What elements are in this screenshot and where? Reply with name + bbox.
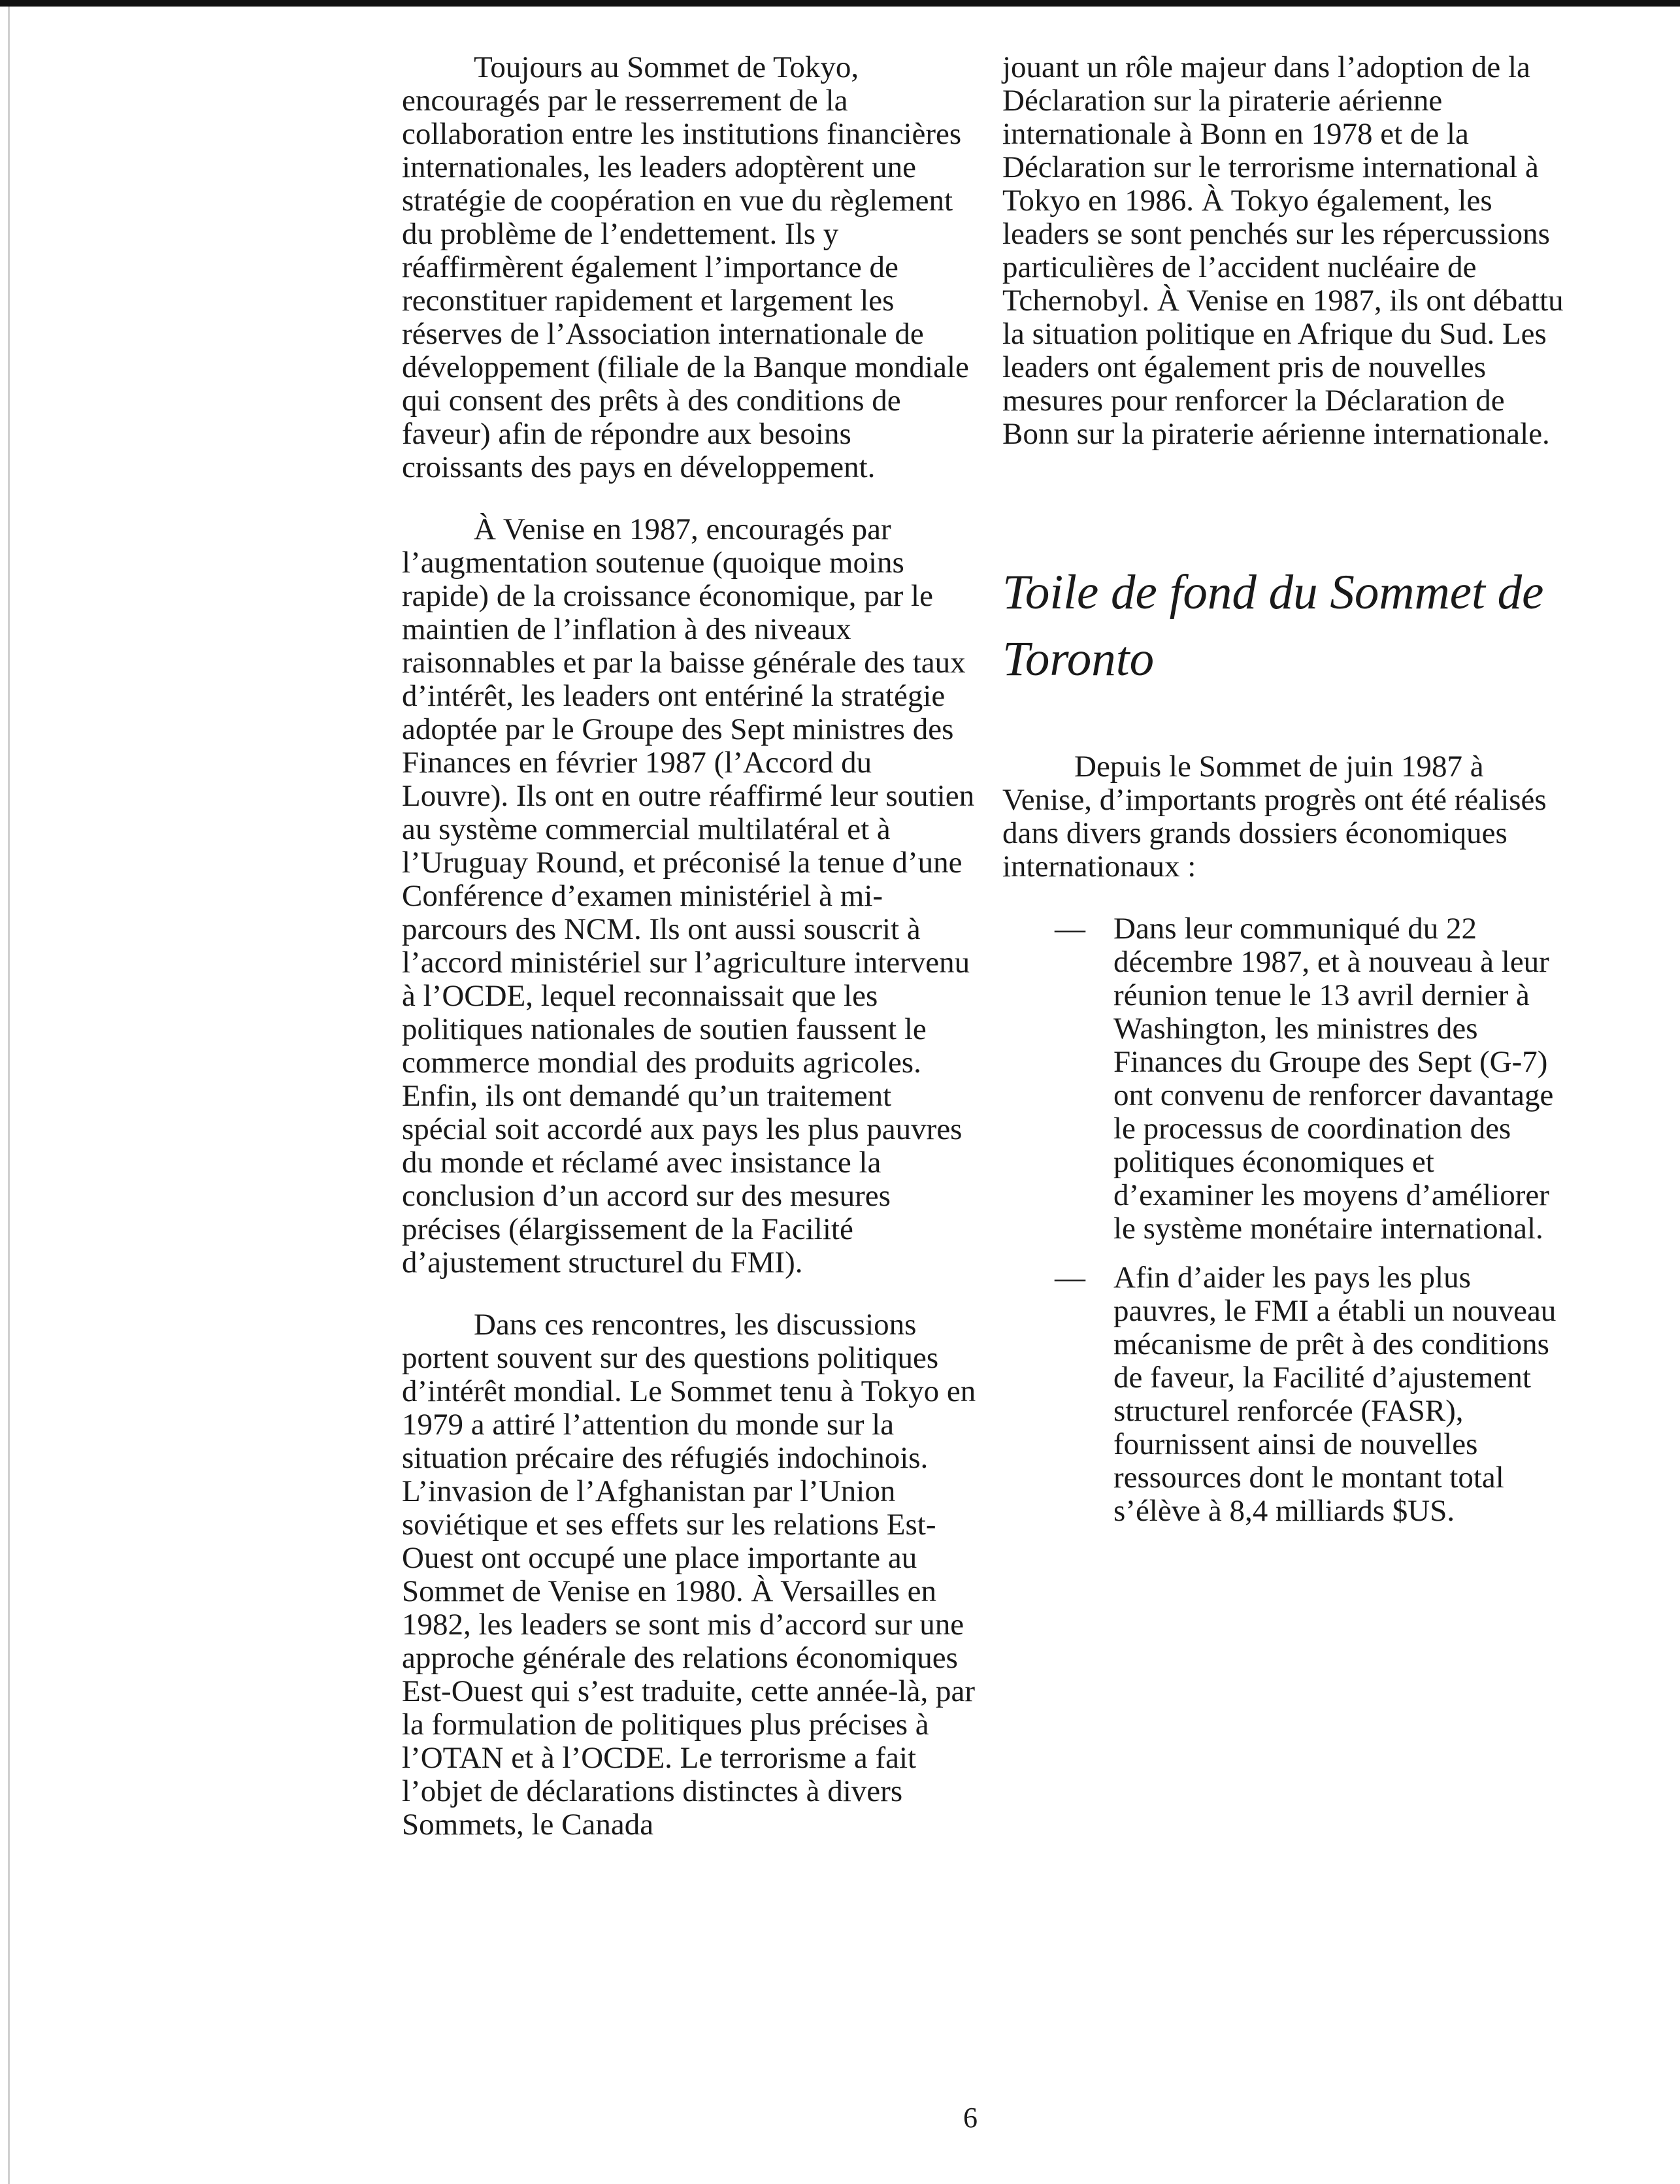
page-number: 6 <box>963 2102 978 2134</box>
paragraph-political-questions: Dans ces rencontres, les discussions portent souvent sur des questions politiques d’intérêt mondial. Le Sommet tenu à Tokyo en 1979 a attiré l’attention du monde sur la situation précaire des réfugiés indochinois. L’invasion de l’Afghanistan par l’Union soviétique et ses effets sur les relations Est-Ouest ont occupé une place importante au Sommet de Venise en 1980. À Versailles en 1982, les leaders se sont mis d’accord sur une approche générale des relations économiques Est-Ouest qui s’est traduite, cette année-là, par la formulation de politiques plus précises à l’OTAN et à l’OCDE. Le terrorisme a fait l’objet de déclarations distinctes à divers Sommets, le Canada <box>402 1308 976 1842</box>
list-item <box>1002 1261 1564 1528</box>
page-left-edge <box>8 7 10 2184</box>
paragraph-continuation: jouant un rôle majeur dans l’adoption de la Déclaration sur la piraterie aérienne internationale à Bonn en 1978 et de la Déclaration sur le terrorisme international à Tokyo en 1986. À Tokyo également, les leaders se sont penchés sur les répercussions particulières de l’accident nucléaire de Tchernobyl. À Venise en 1987, ils ont débattu la situation politique en Afrique du Sud. Les leaders ont également pris de nouvelles mesures pour renforcer la Déclaration de Bonn sur la piraterie aérienne internationale. <box>1002 50 1564 451</box>
dash-marker: — <box>1055 1261 1085 1295</box>
dash-marker: — <box>1055 912 1085 946</box>
list-item-text: Dans leur communiqué du 22 décembre 1987, et à nouveau à leur réunion tenue le 13 avril dernier à Washington, les ministres des Finances du Groupe des Sept (G-7) ont convenu de renforcer davantage le processus de coordination des politiques économiques et d’examiner les moyens d’améliorer le système monétaire international. <box>1113 912 1554 1246</box>
left-column <box>402 51 977 1870</box>
page-top-border <box>0 0 1680 7</box>
progress-list <box>1002 912 1564 1528</box>
paragraph-tokyo-summit: Toujours au Sommet de Tokyo, encouragés par le resserrement de la collaboration entre les institutions financières internationales, les leaders adoptèrent une stratégie de coopération en vue du règlement du problème de l’endettement. Ils y réaffirmèrent également l’importance de reconstituer rapidement et largement les réserves de l’Association internationale de développement (filiale de la Banque mondiale qui consent des prêts à des conditions de faveur) afin de répondre aux besoins croissants des pays en développement. <box>402 50 969 484</box>
right-column <box>1002 51 1564 1544</box>
paragraph-venice-1987: À Venise en 1987, encouragés par l’augmentation soutenue (quoique moins rapide) de la croissance économique, par le maintien de l’inflation à des niveaux raisonnables et par la baisse générale des taux d’intérêt, les leaders ont entériné la stratégie adoptée par le Groupe des Sept ministres des Finances en février 1987 (l’Accord du Louvre). Ils ont en outre réaffirmé leur soutien au système commercial multilatéral et à l’Uruguay Round, et préconisé la tenue d’une Conférence d’examen ministériel à mi-parcours des NCM. Ils ont aussi souscrit à l’accord ministériel sur l’agriculture intervenu à l’OCDE, lequel reconnaissait que les politiques nationales de soutien faussent le commerce mondial des produits agricoles. Enfin, ils ont demandé qu’un traitement spécial soit accordé aux pays les plus pauvres du monde et réclamé avec insistance la conclusion d’un accord sur des mesures précises (élargissement de la Facilité d’ajustement structurel du FMI). <box>402 512 975 1280</box>
list-item <box>1002 912 1564 1246</box>
list-item-text: Afin d’aider les pays les plus pauvres, le FMI a établi un nouveau mécanisme de prêt à des conditions de faveur, la Facilité d’ajustement structurel renforcée (FASR), fournissent ainsi de nouvelles ressources dont le montant total s’élève à 8,4 milliards $US. <box>1113 1261 1556 1528</box>
paragraph-intro: Depuis le Sommet de juin 1987 à Venise, d’importants progrès ont été réalisés dans divers grands dossiers économiques internationaux : <box>1002 750 1547 884</box>
section-heading: Toile de fond du Sommet de Toronto <box>1002 565 1544 686</box>
